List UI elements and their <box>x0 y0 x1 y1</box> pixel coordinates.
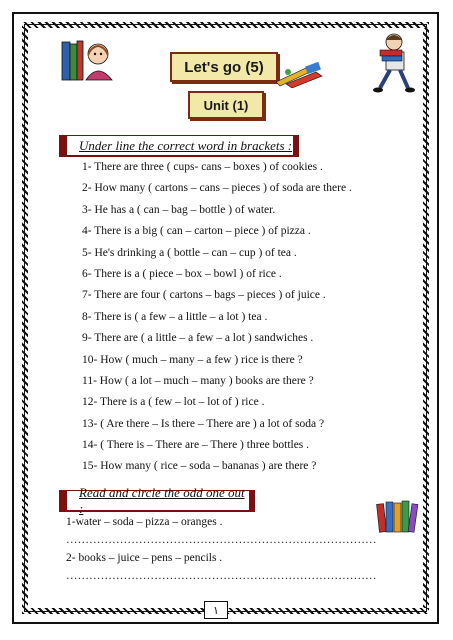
unit-label: Unit (1) <box>188 91 264 119</box>
exercise-item: 3- He has a ( can – bag – bottle ) of water. <box>82 203 276 216</box>
section-heading-underline: Under line the correct word in brackets : <box>59 135 299 157</box>
exercise-item: 15- How many ( rice – soda – bananas ) are there ? <box>82 460 317 473</box>
exercise-item: 7- There are four ( cartons – bags – pieces ) of juice . <box>82 289 326 302</box>
exercise-item: 13- ( Are there – Is there – There are ) a lot of soda ? <box>82 417 325 430</box>
exercise-item: 5- He's drinking a ( bottle – can – cup ) of tea . <box>82 246 297 259</box>
exercise-item: 2- How many ( cartons – cans – pieces ) of soda are there . <box>82 182 352 195</box>
exercise-item: 11- How ( a lot – much – many ) books are there ? <box>82 374 314 387</box>
answer-line: ……………………………………………………………………… <box>66 534 377 546</box>
exercise-item: 14- ( There is – There are – There ) three bottles . <box>82 439 310 452</box>
odd-one-out-exercise <box>66 513 377 585</box>
exercise-item: 9- There are ( a little – a few – a lot ) sandwiches . <box>82 332 314 345</box>
pencils-decoration <box>276 62 326 88</box>
page-number: ١ <box>204 601 228 619</box>
answer-line: ……………………………………………………………………… <box>66 570 377 582</box>
section-heading-odd-one-out: Read and circle the odd one out : <box>59 490 255 512</box>
odd-one-out-item: 1-water – soda – pizza – oranges . <box>66 516 223 528</box>
girl-with-books-illustration <box>60 38 118 84</box>
odd-one-out-item: 2- books – juice – pens – pencils . <box>66 552 223 564</box>
underline-exercise-list <box>82 157 352 478</box>
books-illustration <box>376 498 420 534</box>
exercise-item: 4- There is a big ( can – carton – piece ) of pizza . <box>82 225 311 238</box>
exercise-item: 6- There is a ( piece – box – bowl ) of rice . <box>82 267 282 280</box>
exercise-item: 12- There is a ( few – lot – lot of ) rice . <box>82 396 265 409</box>
worksheet-title: Let's go (5) <box>170 52 278 82</box>
boy-carrying-books-illustration <box>368 32 416 94</box>
exercise-item: 1- There are three ( cups- cans – boxes ) of cookies . <box>82 161 323 173</box>
exercise-item: 8- There is ( a few – a little – a lot ) tea . <box>82 310 268 323</box>
exercise-item: 10- How ( much – many – a few ) rice is there ? <box>82 353 303 366</box>
